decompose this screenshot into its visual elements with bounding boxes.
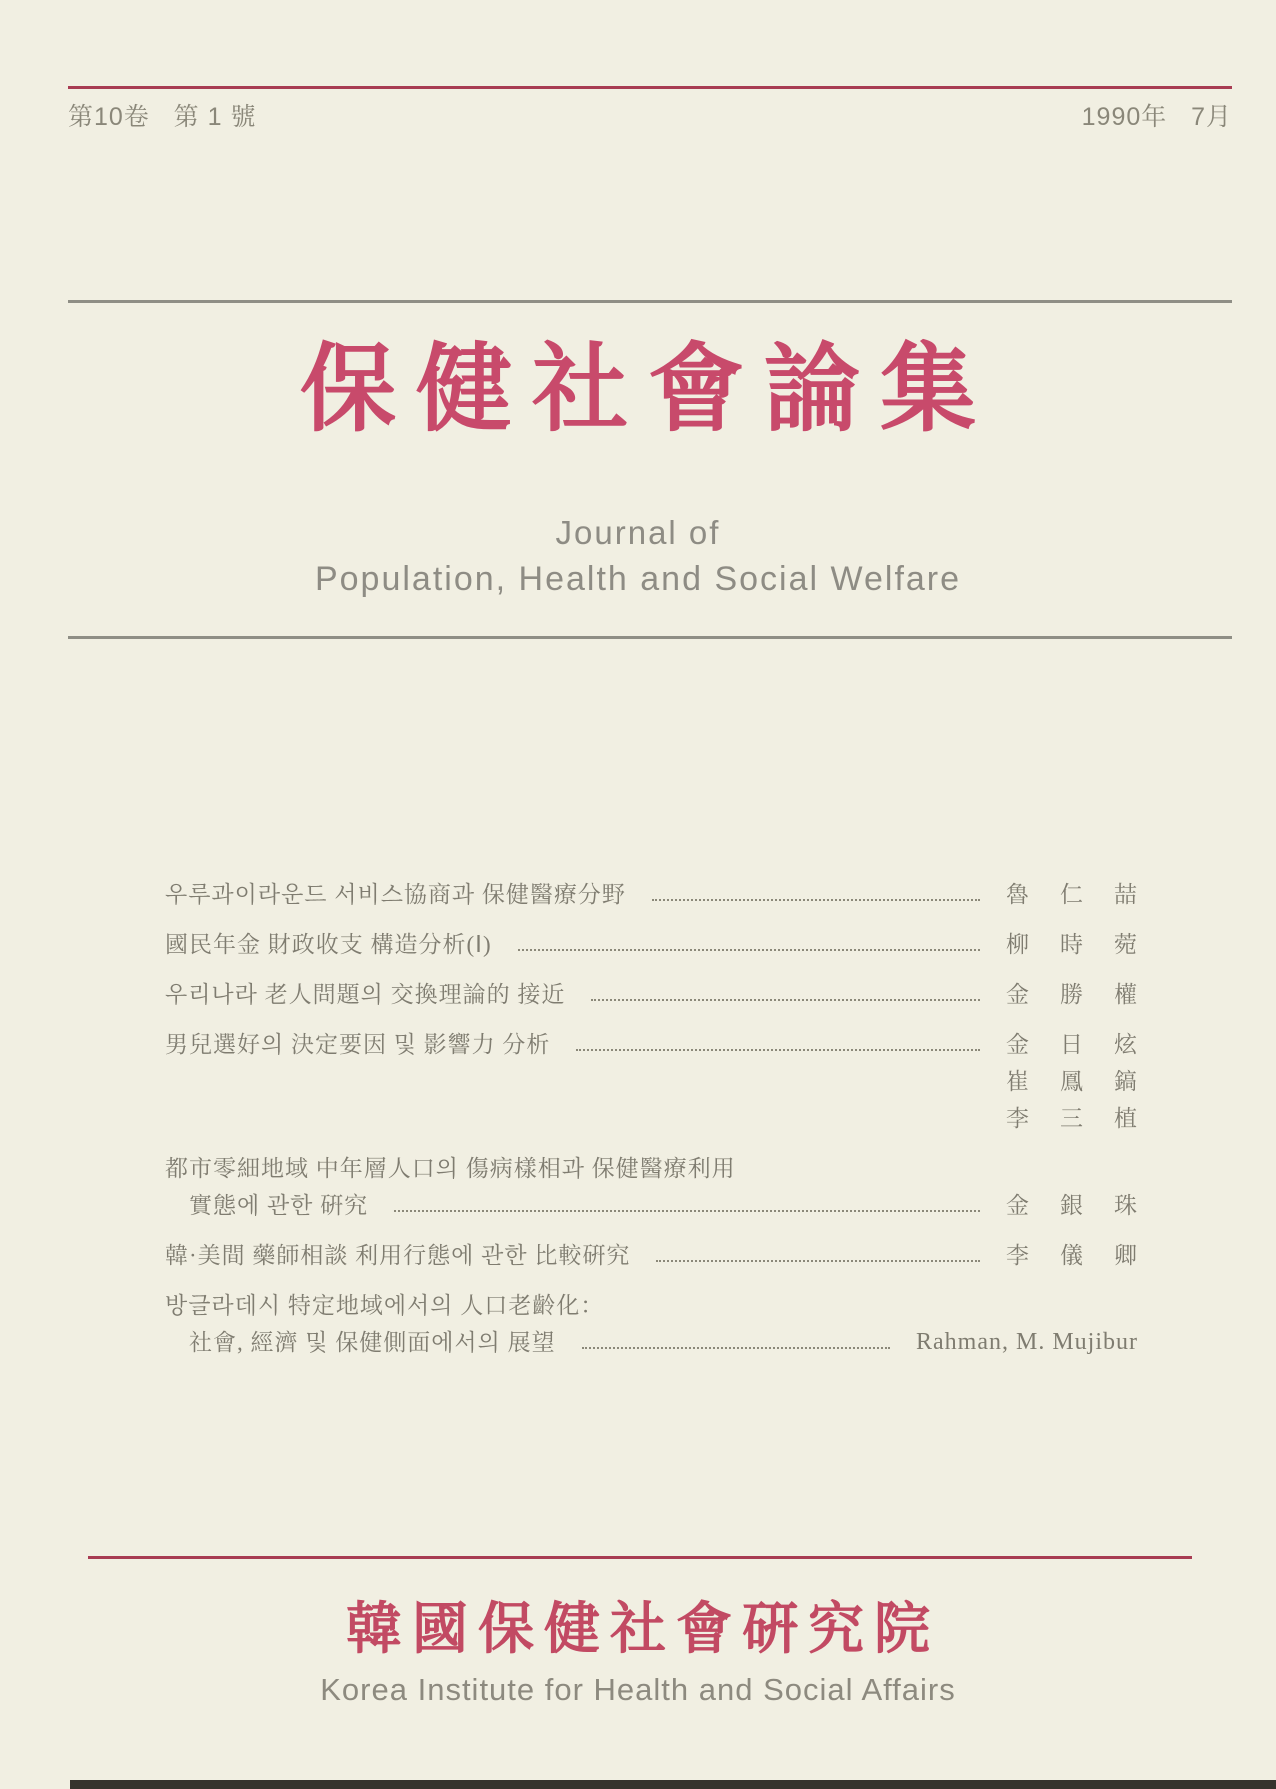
journal-title-cjk: 保健社會論集 [300, 332, 996, 445]
footer-red-rule [88, 1556, 1192, 1559]
dotted-leader [518, 949, 980, 951]
toc-entry [165, 876, 1138, 913]
article-author: 李 儀 卿 [1006, 1243, 1138, 1268]
dotted-leader [582, 1347, 890, 1349]
table-of-contents [165, 876, 1138, 1374]
dotted-leader [591, 999, 980, 1001]
article-title-line2: 實態에 관한 硏究 [189, 1193, 369, 1218]
article-author: 柳 時 菀 [1006, 932, 1138, 957]
dotted-leader [576, 1049, 980, 1051]
dotted-leader [394, 1210, 980, 1212]
article-title-line1: 방글라데시 特定地域에서의 人口老齡化： [165, 1293, 605, 1318]
issue-date-label: 1990年 7月 [1081, 103, 1232, 131]
article-title: 우리나라 老人問題의 交換理論的 接近 [165, 982, 566, 1007]
dotted-leader [656, 1260, 980, 1262]
article-title-line1: 都市零細地域 中年層人口의 傷病樣相과 保健醫療利用 [165, 1156, 736, 1181]
toc-entry [165, 1026, 1138, 1137]
journal-subtitle-line2: Population, Health and Social Welfare [314, 560, 962, 598]
article-author: Rahman, M. Mujibur [916, 1329, 1138, 1355]
toc-entry [165, 926, 1138, 963]
toc-entry [165, 1150, 1138, 1224]
article-author: 魯 仁 喆 [1006, 882, 1138, 907]
toc-entry [165, 976, 1138, 1013]
article-author: 金 日 炫 [1006, 1032, 1138, 1057]
masthead-bottom-rule [68, 636, 1232, 639]
toc-entry [165, 1237, 1138, 1274]
issue-header [68, 97, 1232, 133]
article-author: 金 銀 珠 [1006, 1193, 1138, 1218]
institute-name-english: Korea Institute for Health and Social Affairs [320, 1672, 956, 1707]
article-title: 國民年金 財政收支 構造分析(Ⅰ) [165, 932, 492, 957]
article-author: 李 三 植 [1006, 1106, 1138, 1131]
article-title: 우루과이라운드 서비스協商과 保健醫療分野 [165, 882, 626, 907]
institute-name-cjk: 韓國保健社會硏究院 [346, 1596, 940, 1662]
masthead-top-rule [68, 300, 1232, 303]
toc-entry [165, 1287, 1138, 1361]
article-title: 韓·美間 藥師相談 利用行態에 관한 比較硏究 [165, 1243, 631, 1268]
article-title-line2: 社會, 經濟 및 保健側面에서의 展望 [189, 1330, 556, 1355]
page-bottom-scan-edge [70, 1780, 1276, 1789]
volume-issue-label: 第10卷 第 1 號 [68, 103, 257, 131]
article-author: 金 勝 權 [1006, 982, 1138, 1007]
dotted-leader [652, 899, 980, 901]
article-author: 崔 鳳 鎬 [1006, 1069, 1138, 1094]
journal-subtitle-line1: Journal of [555, 514, 721, 551]
article-title: 男兒選好의 決定要因 및 影響力 分析 [165, 1032, 551, 1057]
top-red-rule [68, 86, 1232, 89]
